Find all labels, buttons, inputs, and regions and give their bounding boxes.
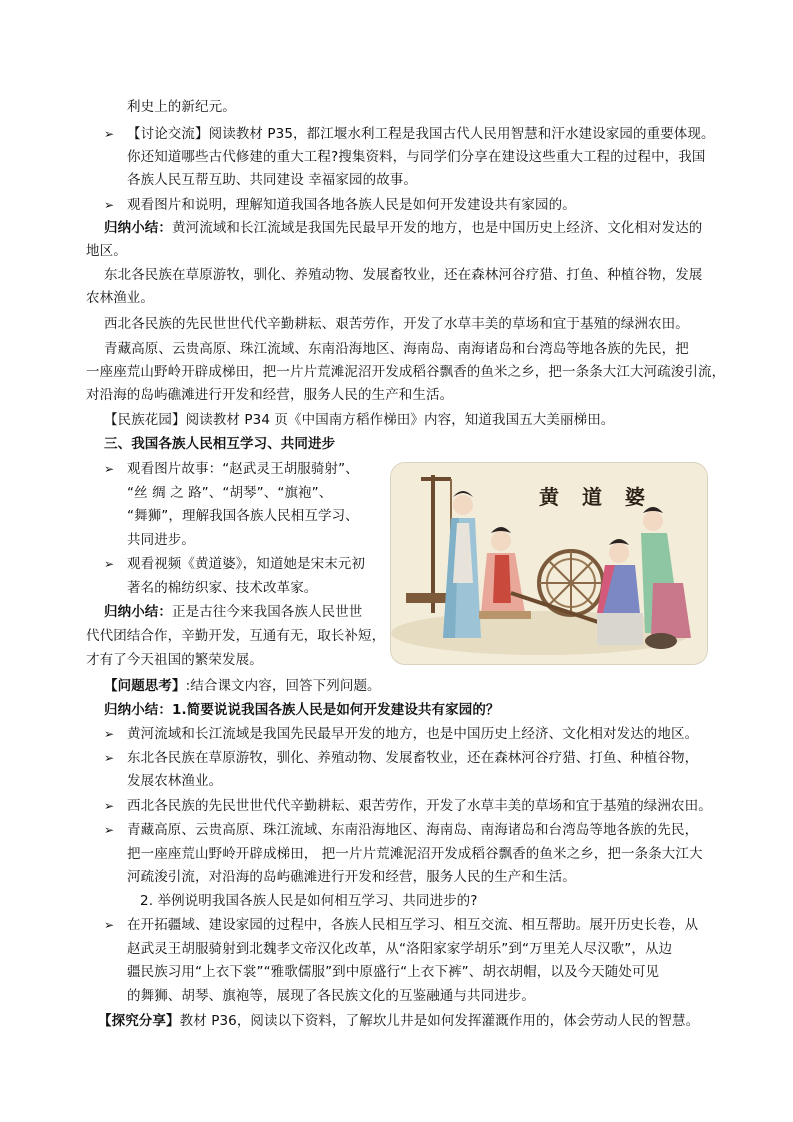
text-line: 观看视频《黄道婆》，知道她是宋末元初: [127, 556, 366, 572]
text-line: 2. 举例说明我国各族人民是如何相互学习、共同进步的?: [140, 893, 478, 909]
bullet-icon: ➢: [104, 799, 115, 813]
text-line: 你还知道哪些古代修建的重大工程?搜集资料，与同学们分享在建设这些重大工程的过程中，我国: [127, 149, 706, 165]
text-line: 河疏浚引流，对沿海的岛屿礁滩进行开发和经营，服务人民的生产和生活。: [127, 869, 576, 885]
summary-label: 归纳小结：: [104, 220, 172, 236]
text-line: “丝 绸 之 路”、“胡琴”、“旗袍”、: [127, 485, 333, 501]
text-line: 青藏高原、云贵高原、珠江流域、东南沿海地区、海南岛、南海诸岛和台湾岛等地各族的先民，: [127, 822, 699, 838]
section-heading: 三、我国各族人民相互学习、共同进步: [104, 436, 336, 452]
text-line: 各族人民互帮互助、共同建设 幸福家园的故事。: [127, 172, 417, 188]
summary-paragraph: 归纳小结：正是古往今来我国各族人民世世: [104, 604, 363, 620]
bullet-icon: ➢: [104, 127, 115, 141]
text-line: 观看图片故事：“赵武灵王胡服骑射”、: [127, 461, 359, 477]
bullet-icon: ➢: [104, 918, 115, 932]
text-line: 地区。: [86, 243, 127, 259]
explore-paragraph: 【探究分享】教材 P36，阅读以下资料，了解坎儿井是如何发挥灌溉作用的，体会劳动人民的智慧。: [98, 1013, 700, 1029]
bullet-icon: ➢: [104, 823, 115, 837]
text-line: “舞狮”，理解我国各族人民相互学习、: [127, 508, 359, 524]
bullet-icon: ➢: [104, 462, 115, 476]
text-line: 赵武灵王胡服骑射到北魏孝文帝汉化改革，从“洛阳家家学胡乐”到“万里羌人尽汉歌”，从边: [127, 941, 673, 957]
illustration-title: 黄 道 婆: [539, 485, 653, 509]
text-line: 【民族花园】阅读教材 P34 页《中国南方稻作梯田》内容，知道我国五大美丽梯田。: [104, 412, 615, 428]
text-line: 对沿海的岛屿礁滩进行开发和经营，服务人民的生产和生活。: [86, 387, 454, 403]
question-prompt: 【问题思考】:结合课文内容，回答下列问题。: [104, 678, 381, 694]
text-line: 把一座座荒山野岭开辟成梯田， 把一片片荒滩泥沼开发成稻谷飘香的鱼米之乡，把一条条大江大: [127, 846, 703, 862]
text-line: 发展农林渔业。: [127, 773, 223, 789]
summary-label: 归纳小结：: [104, 702, 172, 718]
huang-daopo-illustration: [391, 463, 707, 664]
text-line: 才有了今天祖国的繁荣发展。: [86, 652, 263, 668]
text-line: 观看图片和说明，理解知道我国各地各族人民是如何开发建设共有家园的。: [127, 197, 576, 213]
summary-paragraph: 归纳小结：1.简要说说我国各族人民是如何开发建设共有家园的？: [104, 702, 500, 718]
text-line: 农林渔业。: [86, 290, 154, 306]
text-line: 共同进步。: [127, 532, 195, 548]
question-label: 【问题思考】: [104, 678, 186, 694]
text-line: 疆民族习用“上衣下裳”“雅歌儒服”到中原盛行“上衣下裤”、胡衣胡帽，以及今天随处可见: [127, 964, 660, 980]
text-line: 利史上的新纪元。: [127, 99, 236, 115]
text-line: 代代团结合作，辛勤开发，互通有无，取长补短，: [86, 628, 386, 644]
text-line: 【讨论交流】阅读教材 P35，都江堰水利工程是我国古代人民用智慧和汗水建设家园的重要体现。: [127, 126, 715, 142]
bullet-icon: ➢: [104, 727, 115, 741]
explore-label: 【探究分享】: [98, 1013, 180, 1029]
text-line: 著名的棉纺织家、技术改革家。: [127, 580, 318, 596]
bullet-icon: ➢: [104, 198, 115, 212]
text-line: 青藏高原、云贵高原、珠江流域、东南沿海地区、海南岛、南海诸岛和台湾岛等地各族的先民，把: [104, 341, 689, 357]
text-line: 一座座荒山野岭开辟成梯田，把一片片荒滩泥沼开发成稻谷飘香的鱼米之乡，把一条条大江大河疏浚引流，: [86, 364, 726, 380]
text-line: 在开拓疆域、建设家园的过程中，各族人民相互学习、相互交流、相互帮助。展开历史长卷，从: [127, 917, 699, 933]
text-line: 东北各民族在草原游牧，驯化、养殖动物、发展畜牧业，还在森林河谷疗猎、打鱼、种植谷物，发展: [104, 267, 703, 283]
bullet-icon: ➢: [104, 751, 115, 765]
text-line: 西北各民族的先民世世代代辛勤耕耘、艰苦劳作，开发了水草丰美的草场和宜于基殖的绿洲农田。: [127, 798, 712, 814]
text-line: 西北各民族的先民世世代代辛勤耕耘、艰苦劳作，开发了水草丰美的草场和宜于基殖的绿洲农田。: [104, 316, 689, 332]
summary-paragraph: 归纳小结：黄河流域和长江流域是我国先民最早开发的地方，也是中国历史上经济、文化相对发达的: [104, 220, 703, 236]
summary-label: 归纳小结：: [104, 604, 172, 620]
bullet-icon: ➢: [104, 557, 115, 571]
text-line: 东北各民族在草原游牧，驯化、养殖动物、发展畜牧业，还在森林河谷疗猎、打鱼、种植谷物，: [127, 750, 699, 766]
text-line: 的舞狮、胡琴、旗袍等，展现了各民族文化的互鉴融通与共同进步。: [127, 988, 535, 1004]
text-line: 黄河流域和长江流域是我国先民最早开发的地方，也是中国历史上经济、文化相对发达的地区。: [127, 726, 699, 742]
